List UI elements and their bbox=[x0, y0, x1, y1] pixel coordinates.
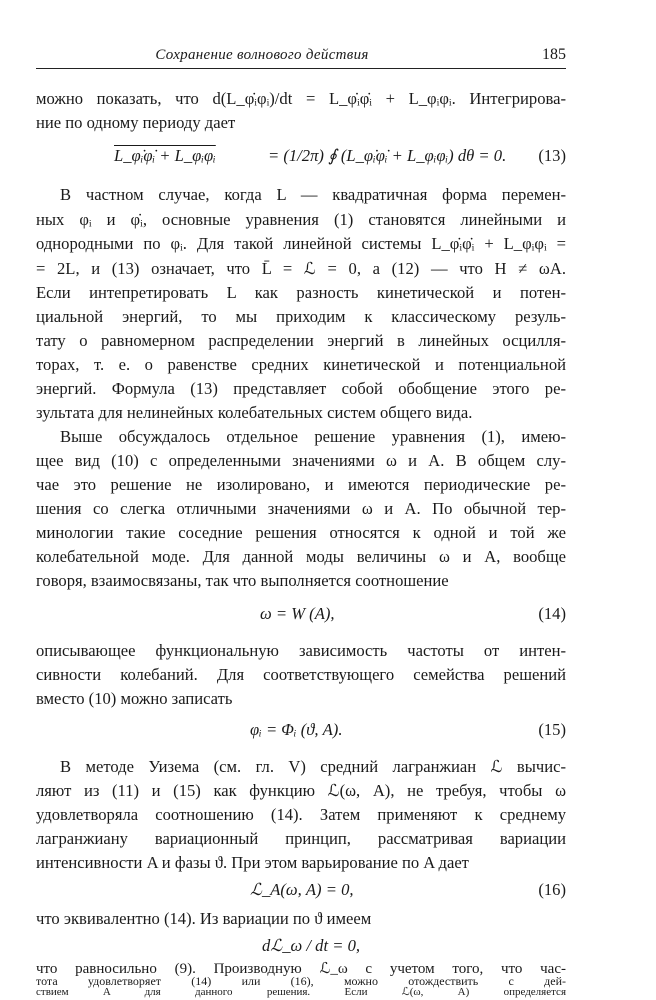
text-line: = 2L, и (13) означает, что L̄ = ℒ = 0, а (12) — что H ≠ ωA. bbox=[36, 259, 566, 278]
text-line: сивности колебаний. Для соответствующего семейства решений bbox=[36, 665, 566, 684]
equation-15-body: φᵢ = Φᵢ (ϑ, A). bbox=[250, 720, 343, 739]
text-line: минологии такие соседние решения относятся к одной и той же bbox=[36, 523, 566, 542]
text-line: энергий. Формула (13) представляет собой обобщение этого ре- bbox=[36, 379, 566, 398]
text-line: В частном случае, когда L — квадратичная форма перемен- bbox=[60, 185, 566, 204]
text-line: шения со слегка отличными значениями ω и A. По обычной тер- bbox=[36, 499, 566, 518]
equation-16 bbox=[36, 880, 566, 910]
text-line: торах, т. е. о равенстве средних кинетической и потенциальной bbox=[36, 355, 566, 374]
text-line: циальной энергий, то мы приходим к классическому резуль- bbox=[36, 307, 566, 326]
text-line: колебательной моде. Для данной моды величины ω и A, вообще bbox=[36, 547, 566, 566]
equation-13-lhs: L_φ̇ᵢφ̇ᵢ + L_φᵢφᵢ bbox=[114, 146, 216, 165]
text-line: тота удовлетворяет (14) или (16), можно отождествить с дей- bbox=[36, 974, 566, 988]
equation-number: (13) bbox=[538, 146, 566, 165]
text-line: что эквивалентно (14). Из вариации по ϑ имеем bbox=[36, 909, 372, 928]
text-line: ние по одному периоду дает bbox=[36, 113, 236, 132]
equation-13 bbox=[36, 146, 566, 176]
equation-unnumbered-body: dℒ_ω / dt = 0, bbox=[262, 936, 361, 955]
text-line: однородными по φᵢ. Для такой линейной системы L_φ̇ᵢφ̇ᵢ + L_φᵢφᵢ = bbox=[36, 234, 566, 253]
text-line: описывающее функциональную зависимость частоты от интен- bbox=[36, 641, 566, 660]
text-line: вместо (10) можно записать bbox=[36, 689, 233, 708]
text-line: В методе Уизема (см. гл. V) средний лагранжиан ℒ вычис- bbox=[60, 757, 566, 776]
text-line: что равносильно (9). Производную ℒ_ω с учетом того, что час- bbox=[36, 961, 566, 977]
equation-number: (16) bbox=[538, 880, 566, 899]
text-line: чае это решение не изолировано, и имеются периодические ре- bbox=[36, 475, 566, 494]
text-line: щее вид (10) с определенными значениями ω и A. В общем слу- bbox=[36, 451, 566, 470]
text-line: зультата для нелинейных колебательных систем общего вида. bbox=[36, 403, 473, 422]
equation-14 bbox=[36, 604, 566, 634]
page-number: 185 bbox=[542, 46, 566, 63]
text-line: говоря, взаимосвязаны, так что выполняется соотношение bbox=[36, 571, 449, 590]
text-line: Выше обсуждалось отдельное решение уравнения (1), имею- bbox=[60, 427, 566, 446]
equation-13-rhs: = (1/2π) ∮ (L_φ̇ᵢφ̇ᵢ + L_φᵢφᵢ) dθ = 0. bbox=[268, 146, 507, 165]
running-header bbox=[36, 44, 566, 69]
text-line: лагранжиану вариационный принцип, рассматривая вариации bbox=[36, 829, 566, 848]
equation-number: (15) bbox=[538, 720, 566, 739]
text-line: тату о равномерном распределении энергий в линейных осцилля- bbox=[36, 331, 566, 350]
text-line: интенсивности A и фазы ϑ. При этом варьирование по A дает bbox=[36, 853, 469, 872]
text-line: удовлетворяла соотношению (14). Затем применяют к среднему bbox=[36, 805, 566, 824]
equation-14-body: ω = W (A), bbox=[260, 604, 335, 623]
text-line: ствием A для данного решения. Если ℒ(ω, A) определяется bbox=[36, 986, 566, 998]
equation-16-body: ℒ_A(ω, A) = 0, bbox=[250, 880, 354, 899]
equation-number: (14) bbox=[538, 604, 566, 623]
equation-15 bbox=[36, 720, 566, 750]
text-line: ных φᵢ и φ̇ᵢ, основные уравнения (1) становятся линейными и bbox=[36, 210, 566, 229]
text-line: ляют из (11) и (15) как функцию ℒ(ω, A), не требуя, чтобы ω bbox=[36, 781, 566, 800]
text-line: Если интепретировать L как разность кинетической и потен- bbox=[36, 283, 566, 302]
running-title: Сохранение волнового действия bbox=[155, 47, 369, 63]
text-line: можно показать, что d(L_φ̇ᵢφᵢ)/dt = L_φ̇ᵢφ̇ᵢ + L_φᵢφᵢ. Интегрирова- bbox=[36, 89, 566, 108]
